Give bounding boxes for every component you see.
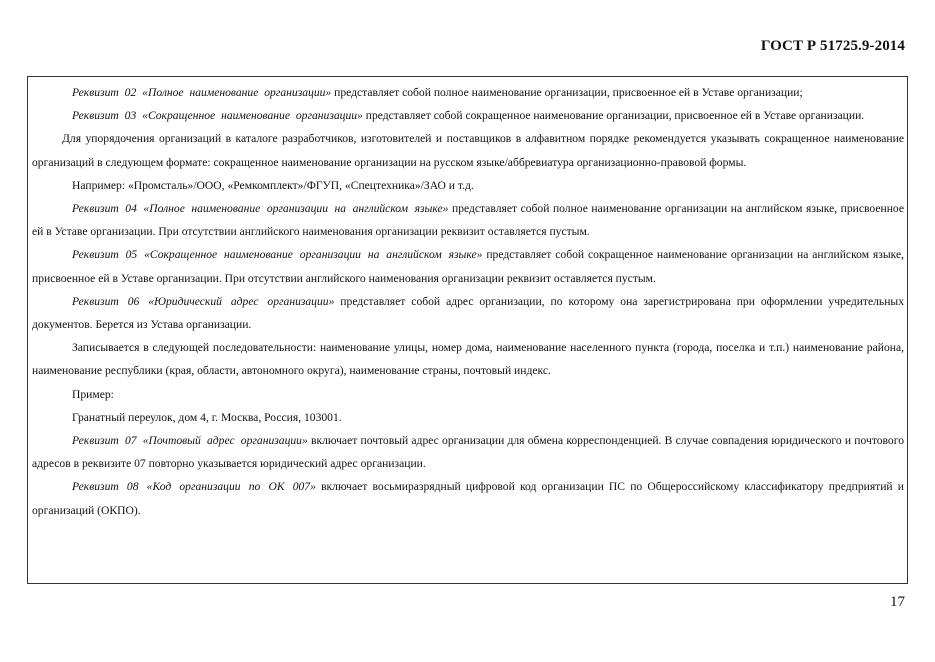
paragraph-requisite-06: [32, 290, 904, 336]
paragraph-requisite-08: [32, 475, 904, 521]
paragraph-text: представляет собой сокращенное наименование организации на английском языке, присвоенное ей в Уставе организации. При отсутствии английского наименования организации реквизит оставляется пустым.: [32, 248, 905, 285]
paragraph-requisite-07: [32, 429, 904, 475]
page-number: 17: [890, 594, 905, 610]
paragraph-text: Записывается в следующей последовательности: наименование улицы, номер дома, наименование населенного пункта (города, поселка и т.п.) наименование района, наименование республики (края, области, автономного округа), наименование страны, почтовый индекс.: [32, 341, 904, 378]
requisite-label: Реквизит 02 «Полное наименование организации»: [72, 86, 332, 99]
requisite-label: Реквизит 03 «Сокращенное наименование организации»: [72, 109, 363, 123]
paragraph-text: представляет собой полное наименование организации на английском языке, присвоенное ей в Уставе организации. При отсутствии английского наименования организации реквизит оставляется пустым.: [32, 202, 904, 239]
paragraph-requisite-04: [32, 197, 904, 243]
paragraph-text: представляет собой адрес организации, по которому она зарегистрирована при оформлении учредительных документов. Берется из Устава организации.: [32, 294, 904, 332]
paragraph-requisite-03: [32, 104, 904, 127]
paragraph-example-label: [32, 383, 904, 406]
document-code: ГОСТ Р 51725.9-2014: [760, 38, 905, 54]
content-frame: [27, 76, 908, 584]
requisite-label: Реквизит 05 «Сокращенное наименование организации на английском языке»: [72, 248, 483, 262]
paragraph-requisite-02: [32, 81, 904, 104]
paragraph-ordering-note: [32, 127, 904, 173]
requisite-label: Реквизит 07 «Почтовый адрес организации»: [72, 434, 308, 448]
paragraph-text: Пример:: [72, 387, 114, 401]
paragraph-text: включает почтовый адрес организации для обмена корреспонденцией. В случае совпадения юридического и почтового адресов в реквизите 07 повторно указывается юридический адрес организации.: [32, 434, 904, 471]
paragraph-address-order: [32, 336, 904, 382]
paragraph-text: Для упорядочения организаций в каталоге разработчиков, изготовителей и поставщиков в алфавитном порядке рекомендуется указывать сокращенное наименование организаций в следующем формате: сокращенное наименование организации на русском языке/аббревиатура организационно-правовой формы.: [32, 132, 904, 169]
paragraph-text: представляет собой сокращенное наименование организации, присвоенное ей в Уставе организации.: [362, 109, 865, 123]
paragraph-text: представляет собой полное наименование организации, присвоенное ей в Уставе организации;: [331, 86, 803, 99]
paragraph-text: включает восьмиразрядный цифровой код организации ПС по Общероссийскому классификатору предприятий и организаций (ОКПО).: [32, 480, 905, 517]
paragraph-text: Гранатный переулок, дом 4, г. Москва, Россия, 103001.: [72, 410, 342, 424]
paragraph-example-names: [32, 174, 904, 197]
requisite-label: Реквизит 06 «Юридический адрес организации»: [72, 294, 335, 308]
paragraph-requisite-05: [32, 243, 904, 289]
requisite-label: Реквизит 08 «Код организации по ОК 007»: [72, 480, 316, 494]
requisite-label: Реквизит 04 «Полное наименование организации на английском языке»: [72, 202, 449, 216]
paragraph-text: Например: «Промсталь»/ООО, «Ремкомплект»/ФГУП, «Спецтехника»/ЗАО и т.д.: [72, 178, 474, 192]
paragraph-example-address: [32, 406, 904, 429]
